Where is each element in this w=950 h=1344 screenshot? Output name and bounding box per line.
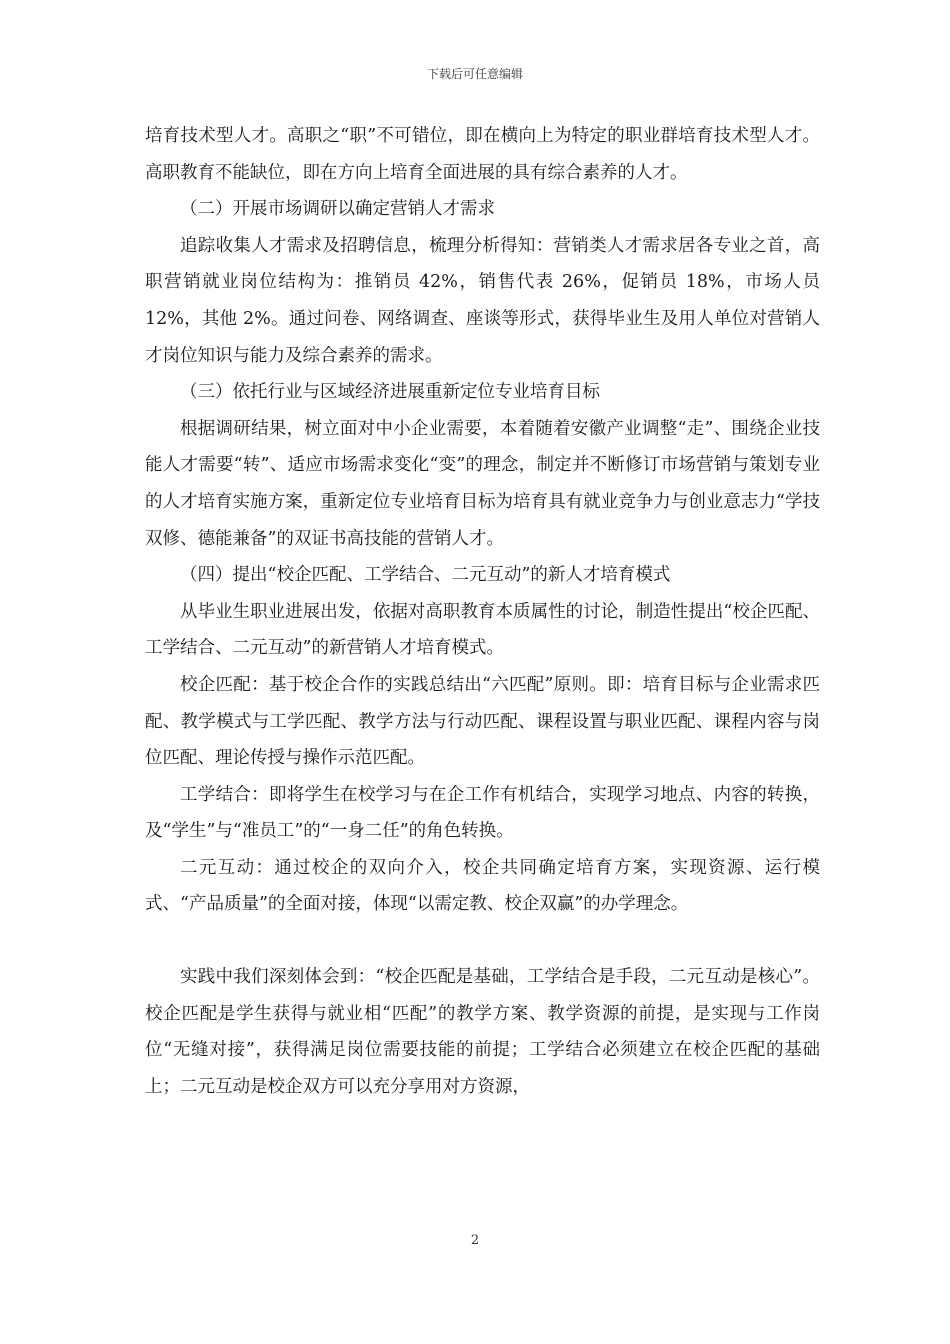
paragraph-work-study: 工学结合：即将学生在校学习与在企工作有机结合，实现学习地点、内容的转换，及“学生”与“准员工”的“一身二任”的角色转换。 bbox=[145, 784, 820, 842]
section-heading-4: （四）提出“校企匹配、工学结合、二元互动”的新人才培育模式 bbox=[180, 565, 671, 586]
paragraph-training-goal: 根据调研结果，树立面对中小企业需要，本着随着安徽产业调整“走”、围绕企业技能人才需要“转”、适应市场需求变化“变”的理念，制定并不断修订市场营销与策划专业的人才培育实施方案，重新定位专业培育目标为培育具有就业竞争力与创业意志力“学技双修、德能兼备”的双证书高技能的营销人才。 bbox=[145, 418, 820, 549]
page-header: 下载后可任意编辑 bbox=[426, 67, 523, 81]
paragraph-gap bbox=[145, 923, 820, 959]
paragraph-market-research: 追踪收集人才需求及招聘信息，梳理分析得知：营销类人才需求居各专业之首，高职营销就业岗位结构为：推销员 42%，销售代表 26%，促销员 18%，市场人员 12%，其他 2%。通过问卷、网络调查、座谈等形式，获得毕业生及用人单位对营销人才岗位知识与能力及综合素养的需求。 bbox=[145, 235, 820, 366]
paragraph-dual-interaction: 二元互动：通过校企的双向介入，校企共同确定培育方案，实现资源、运行模式、“产品质量”的全面对接，体现“以需定教、校企双赢”的办学理念。 bbox=[145, 857, 820, 915]
paragraph-training-model: 从毕业生职业进展出发，依据对高职教育本质属性的讨论，制造性提出“校企匹配、工学结合、二元互动”的新营销人才培育模式。 bbox=[145, 601, 820, 659]
paragraph-continuation: 培育技术型人才。高职之“职”不可错位，即在横向上为特定的职业群培育技术型人才。高职教育不能缺位，即在方向上培育全面进展的具有综合素养的人才。 bbox=[145, 126, 820, 183]
page-number: 2 bbox=[470, 1233, 480, 1248]
document-body bbox=[145, 118, 820, 1105]
section-heading-3: （三）依托行业与区域经济进展重新定位专业培育目标 bbox=[180, 382, 600, 403]
section-heading-2: （二）开展市场调研以确定营销人才需求 bbox=[180, 199, 495, 220]
paragraph-practice-experience: 实践中我们深刻体会到：“校企匹配是基础，工学结合是手段，二元互动是核心”。校企匹配是学生获得与就业相“匹配”的教学方案、教学资源的前提，是实现与工作岗位“无缝对接”，获得满足岗位需要技能的前提；工学结合必须建立在校企匹配的基础上；二元互动是校企双方可以充分享用对方资源， bbox=[145, 967, 820, 1097]
paragraph-school-enterprise-match: 校企匹配：基于校企合作的实践总结出“六匹配”原则。即：培育目标与企业需求匹配、教学模式与工学匹配、教学方法与行动匹配、课程设置与职业匹配、课程内容与岗位匹配、理论传授与操作示范匹配。 bbox=[145, 674, 820, 769]
